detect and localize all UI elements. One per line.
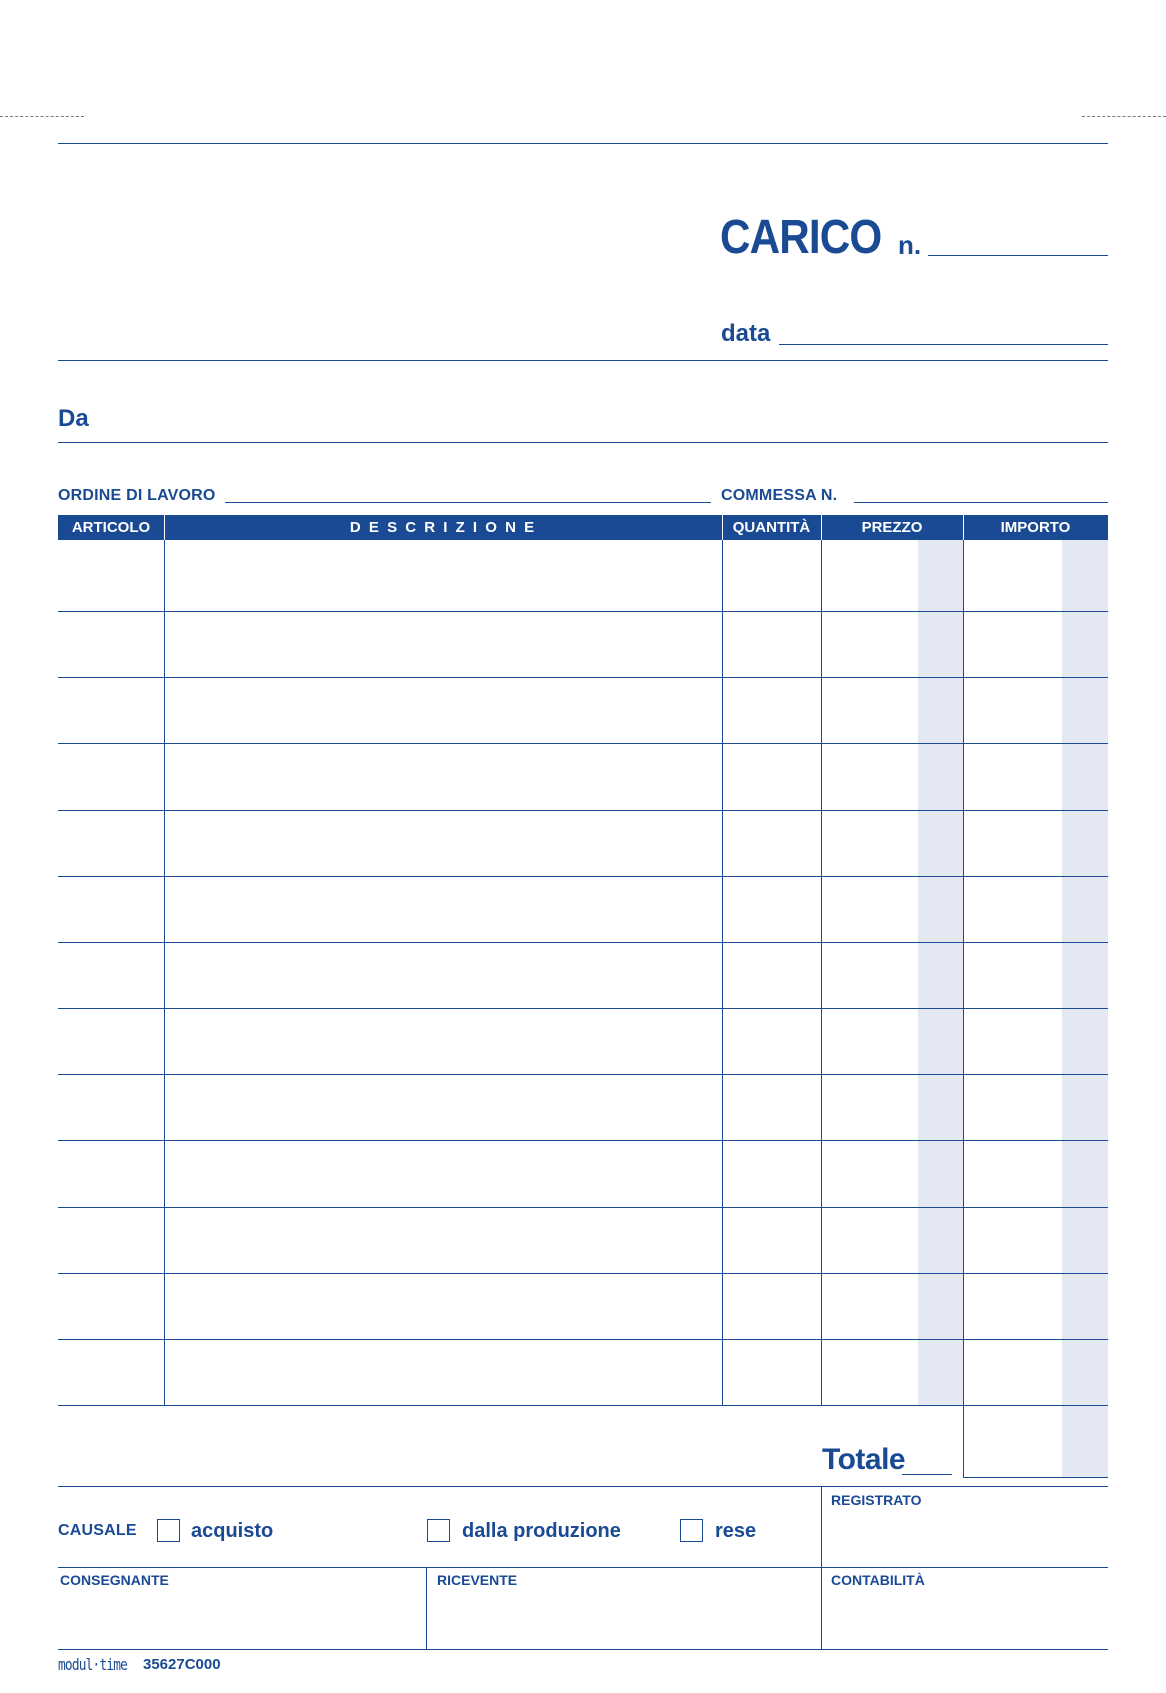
from-label: Da <box>58 405 89 432</box>
option-dalla-produzione-label: dalla produzione <box>462 1520 621 1542</box>
from-field[interactable] <box>58 442 1108 443</box>
total-label: Totale <box>822 1443 906 1476</box>
registered-label: REGISTRATO <box>831 1492 922 1508</box>
checkbox-rese[interactable] <box>680 1519 703 1542</box>
deliverer-label: CONSEGNANTE <box>60 1572 169 1588</box>
table-row-line <box>58 1273 1108 1274</box>
document-title: CARICO <box>720 211 882 264</box>
table-row-line <box>58 611 1108 612</box>
accounting-label: CONTABILITÀ <box>831 1572 925 1588</box>
table-row-line <box>58 1008 1108 1009</box>
brand-logo: modul·time <box>58 1655 128 1674</box>
perforation-mark-right <box>1082 116 1166 117</box>
table-row-line <box>58 677 1108 678</box>
work-order-label: ORDINE DI LAVORO <box>58 487 216 504</box>
work-order-field[interactable] <box>225 502 711 503</box>
checkbox-dalla-produzione[interactable] <box>427 1519 450 1542</box>
table-row-line <box>58 810 1108 811</box>
option-rese-label: rese <box>715 1520 757 1542</box>
table-row-line <box>58 1405 1108 1406</box>
option-acquisto-label: acquisto <box>191 1520 274 1542</box>
top-rule <box>58 143 1108 144</box>
column-header-quantita: QUANTITÀ <box>732 519 811 536</box>
column-header-prezzo: PREZZO <box>861 519 923 536</box>
total-box-bottom <box>963 1477 1108 1478</box>
table-col-divider <box>722 540 723 1405</box>
table-row-line <box>58 743 1108 744</box>
reason-label: CAUSALE <box>58 1522 137 1539</box>
table-row-line <box>58 876 1108 877</box>
table-col-divider <box>821 540 822 1405</box>
job-number-field[interactable] <box>854 502 1108 503</box>
date-field[interactable] <box>779 344 1108 345</box>
total-underline <box>902 1474 952 1475</box>
prezzo-decimal-shade <box>918 540 963 1405</box>
bottom-rule <box>58 1649 1108 1650</box>
table-row-line <box>58 1140 1108 1141</box>
column-header-importo: IMPORTO <box>1000 519 1071 536</box>
perforation-mark-left <box>0 116 84 117</box>
form-code: 35627C000 <box>143 1656 221 1673</box>
signature-divider <box>426 1567 427 1649</box>
table-row-line <box>58 1074 1108 1075</box>
receiver-label: RICEVENTE <box>437 1572 518 1588</box>
table-col-divider <box>164 540 165 1405</box>
table-row-line <box>58 942 1108 943</box>
table-row-line <box>58 1207 1108 1208</box>
column-header-articolo: ARTICOLO <box>71 519 151 536</box>
checkbox-acquisto[interactable] <box>157 1519 180 1542</box>
number-label: n. <box>898 230 922 260</box>
header-divider <box>58 360 1108 361</box>
table-header <box>58 515 1108 540</box>
signature-row-divider <box>58 1567 1108 1568</box>
table-row-line <box>58 1339 1108 1340</box>
number-field[interactable] <box>928 255 1108 256</box>
footer-divider <box>58 1486 1108 1487</box>
column-header-descrizione: D E S C R I Z I O N E <box>349 519 537 536</box>
date-label: data <box>721 320 771 347</box>
job-number-label: COMMESSA N. <box>721 487 838 504</box>
